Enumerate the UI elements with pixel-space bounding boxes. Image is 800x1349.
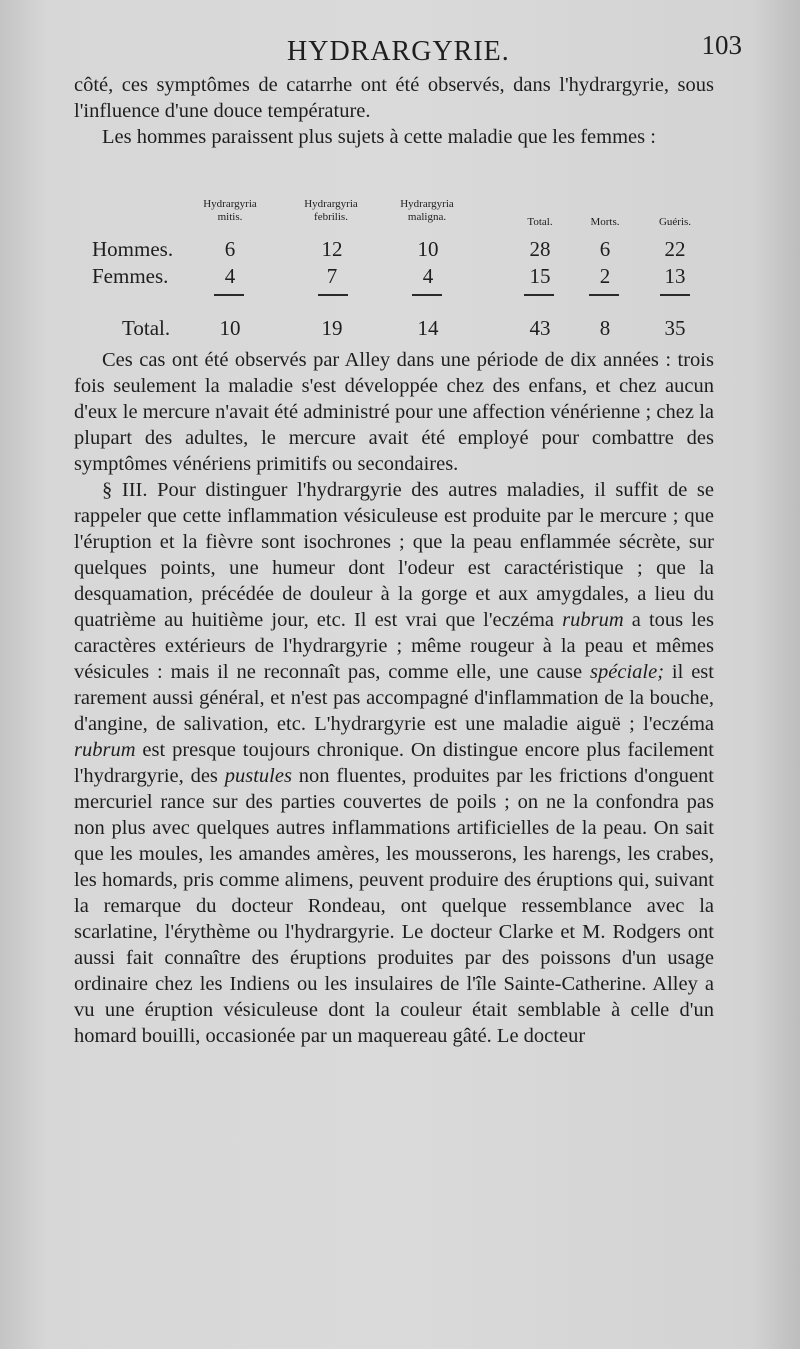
cell-hommes-total: 28 [529,237,551,261]
cell-total-gueris: 35 [664,316,686,340]
sum-rule [589,294,619,296]
page-number: 103 [701,30,742,60]
running-title: HYDRARGYRIE. [287,36,510,67]
paragraph-continuation: côté, ces symptômes de catarrhe ont été observés, dans l'hydrargyrie, sous l'influence d'une douce température. [74,74,714,122]
cell-femmes-morts: 2 [599,264,611,288]
section-text: a tous les caractères extérieurs de l'hydrargyrie ; même rougeur à la peau et mêmes vésicules : mais il ne reconnaît pas, comme elle, une cause [74,609,715,683]
cell-hommes-febrilis: 12 [321,237,343,261]
cell-total-maligna: 14 [417,316,439,340]
italic-term: rubrum [562,609,624,631]
cell-hommes-maligna: 10 [417,237,439,261]
section-text: il est rarement aussi général, et n'est pas accompagné d'inflammation de la bouche, d'angine, de salivation, etc. L'hydrargyrie est une maladie aiguë ; l'eczéma [74,661,714,735]
row-label-hommes: Hommes. [92,237,174,261]
statistics-table [0,198,800,348]
paragraph-section-iii [74,477,714,1049]
cell-total-mitis: 10 [219,316,241,340]
sum-rule [524,294,554,296]
cell-total-morts: 8 [599,316,611,340]
section-text: est presque toujours chronique. On distingue encore plus facilement l'hydrargyrie, des [74,739,714,787]
sum-rule [412,294,442,296]
italic-term: rubrum [74,739,136,761]
italic-term: spéciale; [590,661,665,683]
cell-femmes-mitis: 4 [224,264,236,288]
sum-rule [318,294,348,296]
col-header-gueris: Guéris. [658,216,692,228]
sum-rule [214,294,244,296]
col-header-mitis: Hydrargyria mitis. [203,198,257,223]
main-text [74,347,714,1049]
cell-hommes-morts: 6 [599,237,611,261]
italic-term: pustules [224,765,292,787]
col-header-total: Total. [527,216,553,228]
cell-femmes-febrilis: 7 [326,264,338,288]
cell-femmes-total: 15 [529,264,551,288]
cell-femmes-maligna: 4 [422,264,434,288]
col-header-maligna: Hydrargyria maligna. [400,198,454,223]
col-header-morts: Morts. [590,216,620,228]
cell-total-total: 43 [529,316,551,340]
cell-hommes-gueris: 22 [664,237,686,261]
running-head [0,28,800,68]
intro-text [74,72,714,150]
cell-hommes-mitis: 6 [224,237,236,261]
col-header-febrilis: Hydrargyria febrilis. [304,198,358,223]
paragraph-sex-ratio: Les hommes paraissent plus sujets à cette maladie que les femmes : [102,126,656,148]
cell-femmes-gueris: 13 [664,264,686,288]
section-text: § III. Pour distinguer l'hydrargyrie des autres maladies, il suffit de se rappeler que cette inflammation vésiculeuse est produite par le mercure ; que l'éruption et la fièvre sont isochrones ; que la peau enflammée sécrète, sur quelques points, une humeur dont l'odeur est caractéristique ; que la desquamation, précédée de douleur à la gorge et aux amygdales, a lieu du quatrième au huitième jour, etc. Il est vrai que l'eczéma [74,479,714,631]
row-label-total: Total. [122,316,171,340]
row-label-femmes: Femmes. [92,264,169,288]
cell-total-febrilis: 19 [321,316,343,340]
paragraph-alley-observations: Ces cas ont été observés par Alley dans une période de dix années : trois fois seulement la maladie s'est développée chez des enfans, et chez aucun d'eux le mercure n'avait été administré pour une affection vénérienne ; chez la plupart des adultes, le mercure avait été employé pour combattre des symptômes vénériens primitifs ou secondaires. [74,349,714,475]
sum-rule [660,294,690,296]
section-text: non fluentes, produites par les frictions d'onguent mercuriel rance sur des parties couvertes de poils ; on ne la confondra pas non plus avec quelques autres inflammations artificielles de la peau. On sait que les moules, les amandes amères, les mousserons, les harengs, les crabes, les homards, pris comme alimens, peuvent produire des éruptions qui, suivant la remarque du docteur Rondeau, ont quelque ressemblance avec la scarlatine, l'érythème ou l'hydrargyrie. Le docteur Clarke et M. Rodgers ont aussi fait connaître des éruptions produites par des poissons d'un usage ordinaire chez les Indiens ou les insulaires de l'île Sainte-Catherine. Alley a vu une éruption vésiculeuse dont la couleur était semblable à celle d'un homard bouilli, occasionée par un maquereau gâté. Le docteur [74,765,714,1047]
